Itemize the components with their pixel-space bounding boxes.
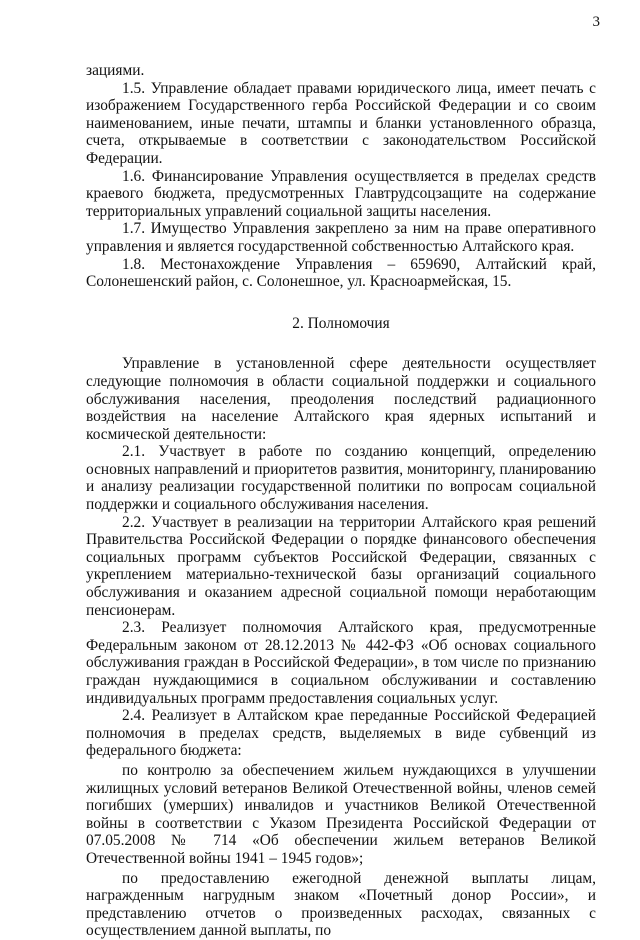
paragraph-continuation: зациями.: [86, 62, 145, 79]
paragraph-2-1: 2.1. Участвует в работе по созданию концепций, определению основных направлений и приоритетов развития, мониторингу, планированию и анализу реализации государственной политики по вопросам социальной поддержки и социального обслуживания населения.: [86, 443, 596, 514]
section-1-continuation: [86, 62, 596, 291]
paragraph-2-3: 2.3. Реализует полномочия Алтайского края, предусмотренные Федеральным законом от 28.12.2013 № 442-ФЗ «Об основах социального обслуживания граждан в Российской Федерации», в том числе по признанию граждан нуждающимися в социальном обслуживании и составлению индивидуальных программ предоставления социальных услуг.: [86, 619, 596, 707]
section-2: [86, 355, 596, 940]
paragraph-intro: Управление в установленной сфере деятельности осуществляет следующие полномочия в области социальной поддержки и социального обслуживания населения, преодоления последствий радиационного воздействия на население Алтайского края ядерных испытаний и космической деятельности:: [86, 355, 596, 443]
paragraph-1-8: 1.8. Местонахождение Управления – 659690, Алтайский край, Солонешенский район, с. Солонешное, ул. Красноармейская, 15.: [86, 255, 596, 291]
document-body: [86, 62, 596, 940]
paragraph-1-6: 1.6. Финансирование Управления осуществляется в пределах средств краевого бюджета, предусмотренных Главтрудсоцзащите на содержание территориальных управлений социальной защиты населения.: [86, 167, 596, 220]
paragraph-1-5: 1.5. Управление обладает правами юридического лица, имеет печать с изображением Государственного герба Российской Федерации и со своим наименованием, иные печати, штампы и бланки установленного образца, счета, открываемые в соответствии с законодательством Российской Федерации.: [86, 79, 596, 167]
paragraph-2-2: 2.2. Участвует в реализации на территории Алтайского края решений Правительства Российской Федерации о порядке финансового обеспечения социальных программ субъектов Российской Федерации, связанных с укреплением материально-технической базы организаций социального обслуживания и оказанием адресной социальной помощи неработающим пенсионерам.: [86, 513, 596, 619]
paragraph-2-4-item-donor: по предоставлению ежегодной денежной выплаты лицам, награжденным нагрудным знаком «Почетный донор России», и представлению отчетов о произведенных расходах, связанных с осуществлением данной выплаты, по: [86, 869, 596, 940]
paragraph-2-4-item-housing: по контролю за обеспечением жильем нуждающихся в улучшении жилищных условий ветеранов Великой Отечественной войны, членов семей погибших (умерших) инвалидов и участников Великой Отечественной войны в соответствии с Указом Президента Российской Федерации от 07.05.2008 № 714 «Об обеспечении жильем ветеранов Великой Отечественной войны 1941 – 1945 годов»;: [86, 761, 596, 867]
paragraph-2-4: 2.4. Реализует в Алтайском крае переданные Российской Федерацией полномочия в пределах средств, выделяемых в виде субвенций из федерального бюджета:: [86, 707, 596, 760]
paragraph-1-7: 1.7. Имущество Управления закреплено за ним на праве оперативного управления и является государственной собственностью Алтайского края.: [86, 220, 596, 255]
section-heading: 2. Полномочия: [292, 314, 390, 332]
page-number: 3: [592, 14, 600, 30]
